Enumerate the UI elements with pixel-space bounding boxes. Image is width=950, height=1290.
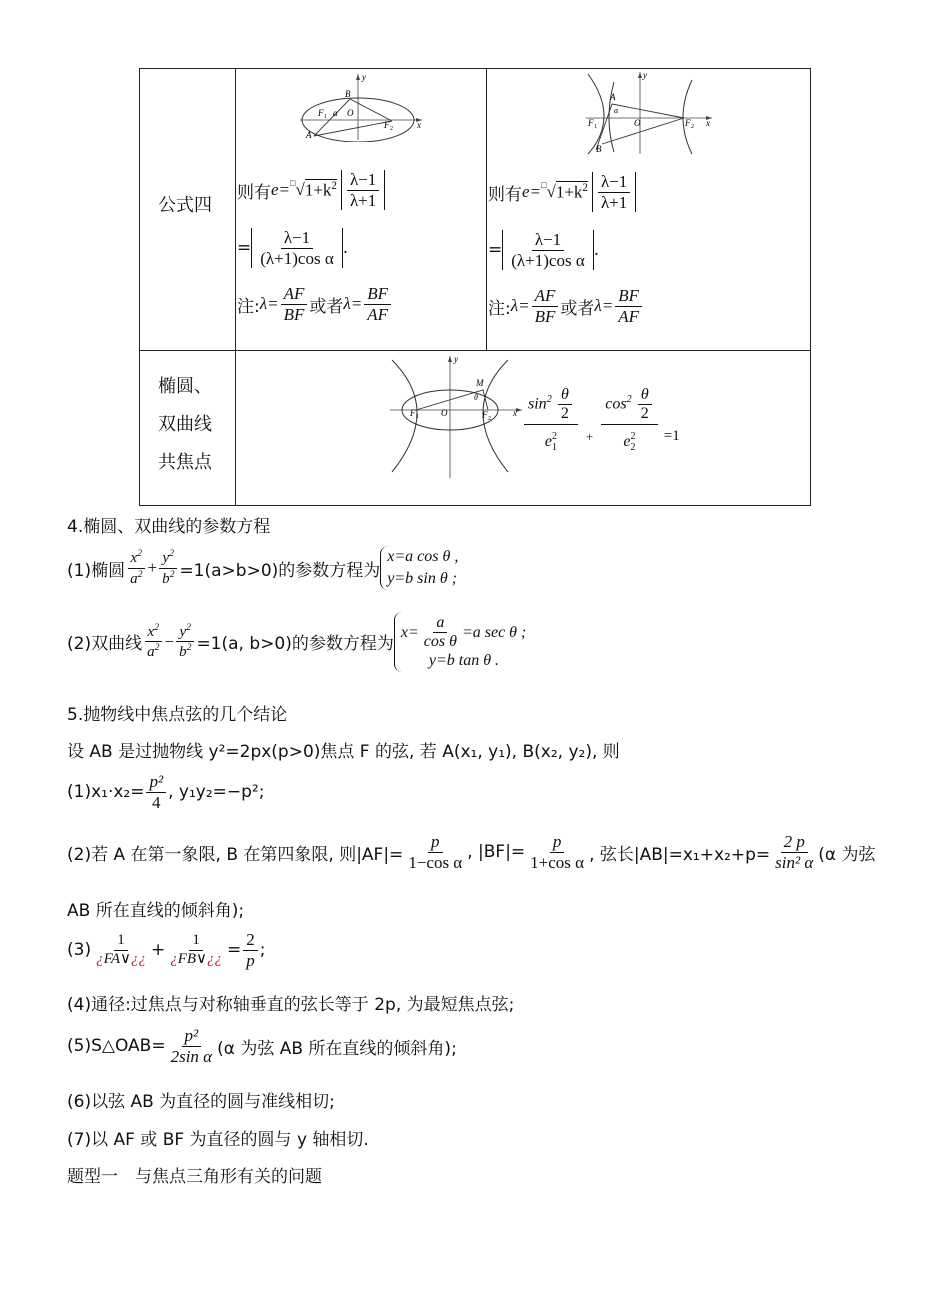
section4-title: 4.椭圆、双曲线的参数方程 xyxy=(67,517,271,537)
label-x: x xyxy=(706,118,710,128)
section5-intro: 设 AB 是过抛物线 y²=2px(p>0)焦点 F 的弦, 若 A(x₁, y₁), B(x₂, y₂), 则 xyxy=(67,742,620,762)
abs-fraction-cos: $\frac{\lambda-1}{\text{(λ+1)cos α}}$ xyxy=(502,230,593,270)
conclusion-7: (7)以 AF 或 BF 为直径的圆与 y 轴相切. xyxy=(67,1130,369,1150)
equals: = xyxy=(237,238,252,258)
label-F1-sub: 1 xyxy=(416,414,419,420)
equals: = xyxy=(488,240,503,260)
root-body: $1+k^2$ xyxy=(304,180,337,200)
root-sign: √ xyxy=(295,180,305,199)
ellipse-param-system: x=a cos θ , y=b sin θ ; xyxy=(380,546,458,590)
root-sign: √ xyxy=(546,182,556,201)
section5-title: 5.抛物线中焦点弦的几个结论 xyxy=(67,705,288,725)
ellipse-focal-diagram xyxy=(296,72,426,142)
conclusion-3: (3) $\frac{1}{¿FA\vee¿¿}$ + $\frac{1}{¿FB\vee¿¿}$ = $\frac{2}{p}$ ; xyxy=(67,930,266,970)
abs-fraction-cos: $\frac{\lambda-1}{\text{(λ+1)cos α}}$ xyxy=(251,228,342,268)
label-y: y xyxy=(362,72,366,82)
label-F1: F xyxy=(318,108,324,118)
lambda-eq: λ= xyxy=(343,294,363,313)
equals-one: =1 xyxy=(663,428,680,445)
conclusion-5: (5)S△OAB= $\frac{\text{p²}}{\text{2sin α}}$ (α 为弦 AB 所在直线的倾斜角); xyxy=(67,1026,457,1066)
label-F1-sub: 1 xyxy=(594,124,597,130)
shared-focus-diagram xyxy=(388,352,528,482)
label-F1: F xyxy=(410,408,416,418)
label-F1: F xyxy=(588,118,594,128)
e-eq: e= xyxy=(522,182,542,201)
label-F2: F xyxy=(482,410,488,420)
formula4-right: 则有 e= □ √ $1+k^2$ $\frac{\lambda-1}{\lambda+1}$ = $\frac{\lambda-1}{\text{(λ+1)cos α}}$ . 注: λ= $\frac{AF}{BF}$ 或者 λ= $\frac{BF}{AF}$ xyxy=(488,167,644,329)
label-O: O xyxy=(634,118,641,128)
plus: + xyxy=(585,428,594,444)
label-F2: F xyxy=(685,118,691,128)
ellipse-param-line: (1)椭圆 $\frac{x^2}{a^2}$ + $\frac{y^2}{b^2}$ =1(a>b>0)的参数方程为 x=a cos θ , y=b sin θ ; xyxy=(67,546,458,590)
label-A: A xyxy=(610,92,616,102)
hyperbola-focal-diagram xyxy=(582,68,717,156)
period: . xyxy=(342,238,349,258)
note-label: 注: xyxy=(237,296,260,317)
label-y: y xyxy=(454,354,458,364)
row-label-shared-focus: 椭圆、 双曲线 共焦点 xyxy=(158,376,212,473)
label-B: B xyxy=(345,89,351,99)
conclusion-2: (2)若 A 在第一象限, B 在第四象限, 则|AF|= $\frac{p}{\text{1−cos α}}$ , |BF|= $\frac{p}{\text{1+cos α}}$ , 弦长|AB|=x₁+x₂+p= $\frac{2 p}{\text{sin² α}}$ (α 为弦 xyxy=(67,832,876,872)
hyperbola-param-line: (2)双曲线 $\frac{x^2}{a^2}$ − $\frac{y^2}{b^2}$ =1(a, b>0)的参数方程为 x= $\frac{a}{\text{cos θ}}$ =a sec θ ; y=b tan θ . xyxy=(67,612,526,672)
abs-fraction: $\frac{\lambda-1}{\lambda+1}$ xyxy=(341,170,385,210)
formula4-left: 则有 e= □ √ $1+k^2$ $\frac{\lambda-1}{\lambda+1}$ = $\frac{\lambda-1}{\text{(λ+1)cos α}}$ . 注: λ= $\frac{AF}{BF}$ 或者 λ= $\frac{BF}{AF}$ xyxy=(237,165,393,327)
then-has: 则有 xyxy=(488,184,522,205)
hyperbola-param-system: x= $\frac{a}{\text{cos θ}}$ =a sec θ ; y=b tan θ . xyxy=(394,612,527,672)
conclusion-2-cont: AB 所在直线的倾斜角); xyxy=(67,901,245,921)
lambda-eq: λ= xyxy=(259,294,279,313)
table-row-divider xyxy=(140,350,810,351)
table-col-divider xyxy=(486,69,487,351)
row-label-formula4: 公式四 xyxy=(158,195,212,216)
label-F2-sub: 2 xyxy=(691,124,694,130)
period: . xyxy=(593,240,600,260)
note-label: 注: xyxy=(488,298,511,319)
label-F1-sub: 1 xyxy=(324,114,327,120)
label-x: x xyxy=(513,408,517,418)
label-A: A xyxy=(306,130,312,140)
lambda-eq: λ= xyxy=(594,296,614,315)
root-index: □ xyxy=(541,180,547,190)
label-F2-sub: 2 xyxy=(390,126,393,132)
root-index: □ xyxy=(290,178,296,188)
or-word: 或者 xyxy=(560,298,595,319)
conclusion-4: (4)通径:过焦点与对称轴垂直的弦长等于 2p, 为最短焦点弦; xyxy=(67,995,515,1015)
label-F2-sub: 2 xyxy=(488,416,491,422)
then-has: 则有 xyxy=(237,182,271,203)
problem-type-heading: 题型一 与焦点三角形有关的问题 xyxy=(67,1167,322,1187)
conclusion-1: (1)x₁·x₂= $\frac{\text{p²}}{4}$ , y₁y₂=−p²; xyxy=(67,772,265,812)
label-M: M xyxy=(476,378,484,388)
e-eq: e= xyxy=(271,180,291,199)
label-O: O xyxy=(347,108,354,118)
or-word: 或者 xyxy=(309,296,344,317)
label-y: y xyxy=(643,70,647,80)
label-alpha: α xyxy=(333,108,338,118)
lambda-eq: λ= xyxy=(510,296,530,315)
label-alpha: α xyxy=(614,106,619,115)
abs-fraction: $\frac{\lambda-1}{\lambda+1}$ xyxy=(592,172,636,212)
conclusion-6: (6)以弦 AB 为直径的圆与准线相切; xyxy=(67,1092,335,1112)
shared-focus-equation: $\sin^2$ $\frac{\theta}{2}$ e 2 1 + $\cos^2$ $\frac{\theta}{2}$ e 2 2 =1 xyxy=(522,386,680,454)
label-O: O xyxy=(441,408,448,418)
label-B: B xyxy=(596,144,602,154)
root-body: $1+k^2$ xyxy=(555,182,588,202)
label-F2: F xyxy=(384,120,390,130)
label-x: x xyxy=(417,120,421,130)
label-theta: θ xyxy=(474,393,478,402)
table-col-divider xyxy=(235,69,236,505)
